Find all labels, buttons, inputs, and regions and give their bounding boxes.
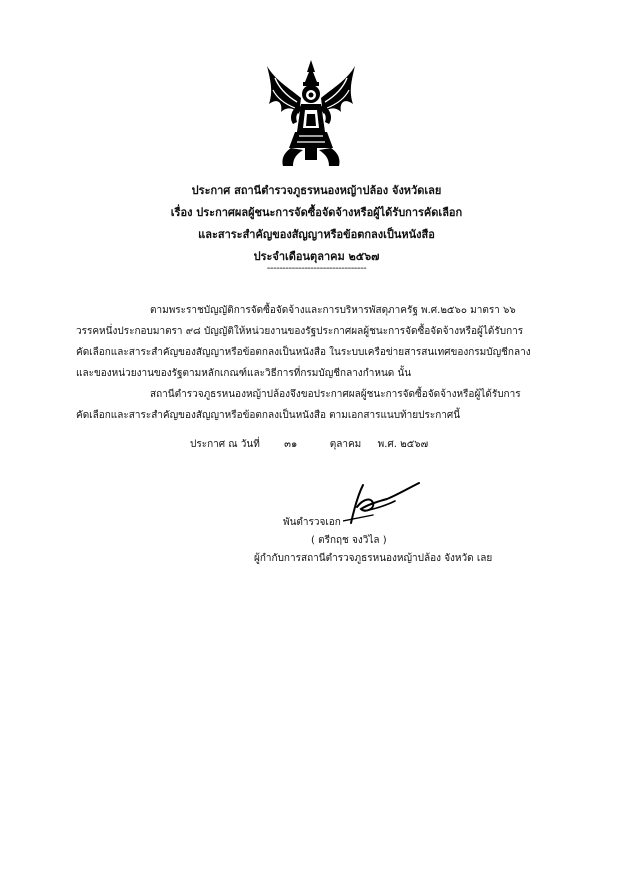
body-paragraph-1-line-2: วรรคหนึ่งประกอบมาตรา ๙๘ บัญญัติให้หน่วยงานของรัฐประกาศผลผู้ชนะการจัดซื้อจัดจ้างหรือผู้ได้รับการ xyxy=(76,326,524,337)
announcement-date xyxy=(190,435,428,455)
body-paragraph-1-line-1: ตามพระราชบัญญัติการจัดซื้อจัดจ้างและการบริหารพัสดุภาครัฐ พ.ศ.๒๕๖๐ มาตรา ๖๖ xyxy=(150,305,516,316)
signer-name: ( ตรีกฤช จงวิไล ) xyxy=(311,535,387,546)
date-label: ประกาศ ณ วันที่ xyxy=(190,439,260,450)
body-paragraph-1-line-3: คัดเลือกและสาระสำคัญของสัญญาหรือข้อตกลงเป็นหนังสือ ในระบบเครือข่ายสารสนเทศของกรมบัญชีกลาง xyxy=(76,347,531,358)
signer-rank: พันตำรวจเอก xyxy=(283,517,341,528)
date-month: ตุลาคม xyxy=(329,439,362,450)
date-year: พ.ศ. ๒๕๖๗ xyxy=(377,439,429,450)
body-paragraph-2-line-2: คัดเลือกและสาระสำคัญของสัญญาหรือข้อตกลงเป็นหนังสือ ตามเอกสารแนบท้ายประกาศนี้ xyxy=(76,410,461,421)
handwritten-signature xyxy=(343,481,423,527)
body-paragraph-2-line-1: สถานีตำรวจภูธรหนองหญ้าปล้องจึงขอประกาศผลผู้ชนะการจัดซื้อจัดจ้างหรือผู้ได้รับการ xyxy=(150,389,521,400)
announcement-title: ประกาศ สถานีตำรวจภูธรหนองหญ้าปล้อง จังหวัดเลย xyxy=(191,184,442,197)
announcement-period: ประจำเดือนตุลาคม ๒๕๖๗ xyxy=(253,250,380,263)
date-day: ๓๑ xyxy=(284,439,298,450)
garuda-emblem xyxy=(263,58,359,168)
header-divider: -------------------------------- xyxy=(266,263,367,274)
announcement-subject: เรื่อง ประกาศผลผู้ชนะการจัดซื้อจัดจ้างหรือผู้ได้รับการคัดเลือก xyxy=(170,206,463,219)
signer-title: ผู้กำกับการสถานีตำรวจภูธรหนองหญ้าปล้อง จังหวัด เลย xyxy=(254,553,493,564)
body-paragraph-1-line-4: และของหน่วยงานของรัฐตามหลักเกณฑ์และวิธีการที่กรมบัญชีกลางกำหนด นั้น xyxy=(76,368,412,379)
announcement-subject-cont: และสาระสำคัญของสัญญาหรือข้อตกลงเป็นหนังสือ xyxy=(198,228,435,241)
